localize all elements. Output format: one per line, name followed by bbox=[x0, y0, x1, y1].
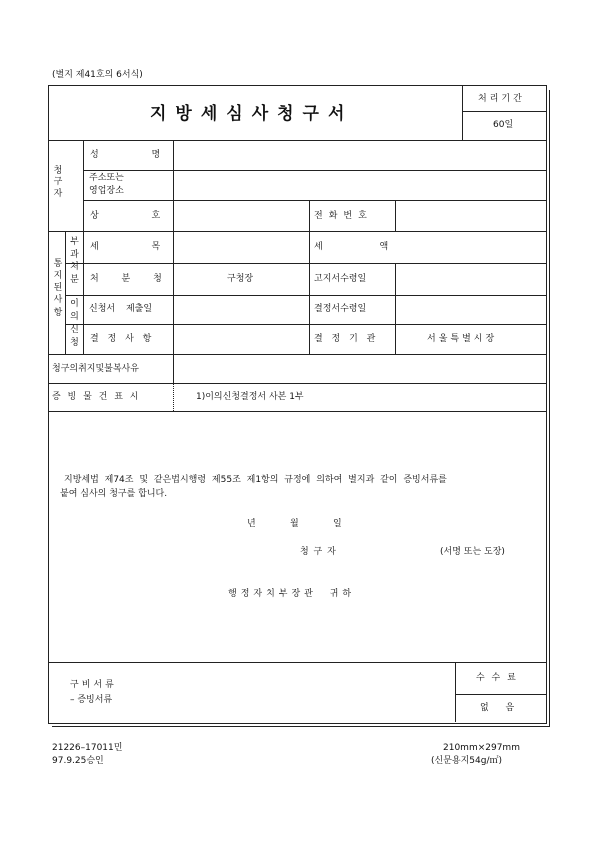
trade-name-field[interactable] bbox=[174, 201, 308, 231]
decision-receipt-date-label: 결정서수령일 bbox=[314, 304, 367, 314]
processing-period-label: 처리기간 bbox=[478, 94, 525, 104]
decision-authority-label: 결 정 기 관 bbox=[314, 334, 376, 344]
fee-value: 없 음 bbox=[480, 703, 515, 713]
processing-period-value: 60일 bbox=[493, 120, 514, 130]
footer-paper-type: (신문용지54g/㎡) bbox=[431, 756, 502, 766]
date-month-label: 월 bbox=[290, 519, 299, 529]
fee-label: 수 수 료 bbox=[476, 673, 516, 683]
attachments-item: – 증빙서류 bbox=[70, 695, 113, 705]
footer-form-number: 21226–17011민 bbox=[52, 743, 123, 753]
form-label: (별지 제41호의 6서식) bbox=[52, 70, 143, 80]
trade-name-label: 상 호 bbox=[90, 211, 161, 221]
decision-matter-label: 결 정 사 항 bbox=[90, 334, 152, 344]
form-title: 지방세심사청구서 bbox=[150, 104, 354, 124]
objection-label: 이 의 신 청 bbox=[70, 299, 79, 349]
footer-paper-size: 210mm×297mm bbox=[443, 743, 520, 753]
notified-group-label: 통 지 된 사 항 bbox=[53, 259, 63, 318]
notice-receipt-date-label: 고지서수령일 bbox=[314, 274, 367, 284]
reason-field[interactable] bbox=[174, 355, 545, 383]
addressee: 행정자치부장관 귀하 bbox=[228, 589, 356, 599]
notice-receipt-date-field[interactable] bbox=[396, 264, 545, 295]
address-field[interactable] bbox=[174, 171, 545, 200]
application-date-field[interactable] bbox=[174, 296, 308, 324]
name-label: 성 명 bbox=[90, 150, 161, 160]
address-label-2: 영업장소 bbox=[89, 186, 124, 196]
date-day-label: 일 bbox=[333, 519, 342, 529]
disposition-office-value: 구청장 bbox=[227, 274, 254, 284]
evidence-label: 증 빙 물 건 표 시 bbox=[52, 392, 139, 402]
evidence-value: 1)이의신청결정서 사본 1부 bbox=[196, 392, 304, 402]
disposition-office-label: 처 분 청 bbox=[90, 274, 162, 284]
name-field[interactable] bbox=[174, 141, 545, 170]
sign-note: (서명 또는 도장) bbox=[440, 547, 505, 557]
statement-line-1: 지방세법 제74조 및 같은법시행령 제55조 제1항의 규정에 의하여 별지과 같이 증빙서류를 bbox=[64, 475, 447, 485]
attachments-label: 구비서류 bbox=[70, 680, 117, 690]
date-year-label: 년 bbox=[247, 519, 256, 529]
footer-approval-date: 97.9.25승인 bbox=[52, 756, 104, 766]
application-date-label: 신청서 제출일 bbox=[89, 304, 153, 314]
decision-authority-value: 서울특별시장 bbox=[427, 334, 498, 344]
tax-amount-field[interactable] bbox=[396, 232, 545, 263]
claimant-sign-label: 청 구 자 bbox=[300, 547, 336, 557]
tax-item-label: 세 목 bbox=[90, 242, 161, 252]
tax-item-field[interactable] bbox=[174, 232, 308, 263]
phone-label: 전화번호 bbox=[314, 211, 373, 221]
statement-line-2: 붙여 심사의 청구를 합니다. bbox=[60, 489, 168, 499]
imposition-label: 부 과 처 분 bbox=[70, 237, 79, 285]
decision-matter-field[interactable] bbox=[174, 325, 308, 354]
reason-label: 청구의취지및불복사유 bbox=[52, 364, 139, 374]
tax-amount-label: 세 액 bbox=[314, 242, 389, 252]
phone-field[interactable] bbox=[396, 201, 545, 231]
decision-receipt-date-field[interactable] bbox=[396, 296, 545, 324]
claimant-group-label: 청 구 자 bbox=[53, 166, 63, 199]
address-label: 주소또는 bbox=[89, 173, 124, 183]
